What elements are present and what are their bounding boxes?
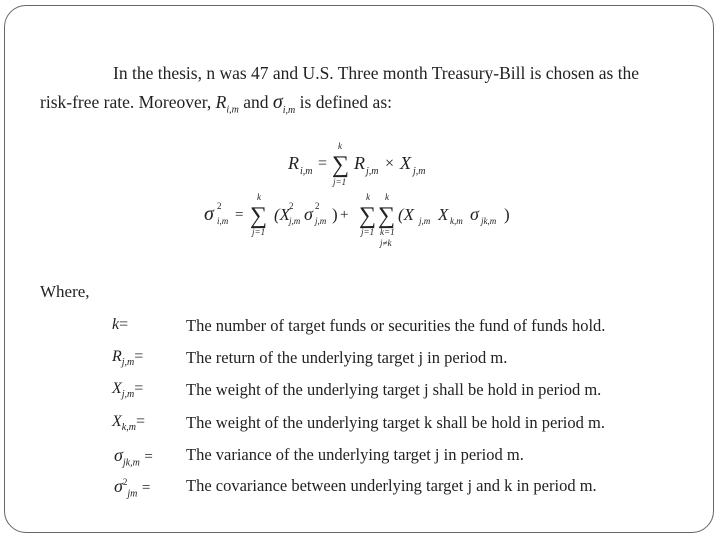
eq2-part2-sub1: j,m: [419, 216, 431, 226]
eq1-sum-top: k: [338, 141, 342, 151]
definition-text: The return of the underlying target j in period m.: [186, 348, 508, 367]
where-label: Where,: [40, 282, 90, 301]
eq2-sum2-top: k: [366, 192, 370, 202]
and-word: and: [243, 92, 269, 112]
eq2-part1b-sub: j,m: [315, 216, 327, 226]
eq1-lhs-sub: i,m: [300, 166, 313, 177]
eq2-sum3-sign: ∑: [378, 203, 396, 229]
eq2-sum1-sign: ∑: [250, 203, 268, 229]
eq1-term1: R: [354, 153, 365, 173]
eq2-equals: =: [235, 207, 244, 223]
eq2-sum3-cond: j≠k: [380, 238, 392, 248]
definition-text: The weight of the underlying target k shall be hold in period m.: [186, 413, 605, 432]
eq2-lhs-sup: 2: [217, 201, 222, 211]
eq2-part1b-sup: 2: [315, 201, 320, 211]
definition-symbol: $X_{j,m}=$: [112, 380, 144, 401]
eq1-lhs: R: [288, 153, 299, 173]
definition-symbol: k=: [112, 316, 129, 333]
eq2-part2-close: ): [504, 205, 510, 224]
definition-row: [0, 348, 720, 378]
eq2-part2-sub3: jk,m: [481, 216, 497, 226]
eq1-sum-sign: ∑: [332, 152, 350, 178]
eq2-sum3-top: k: [385, 192, 389, 202]
eq2-lhs-sub: i,m: [217, 216, 229, 226]
r-symbol: $R_{i,m}$: [215, 92, 239, 116]
eq2-sum1-bottom: j=1: [252, 227, 266, 237]
definition-symbol: $X_{k,m}=$: [112, 413, 145, 434]
definition-row: [0, 445, 720, 475]
definition-row: [0, 476, 720, 506]
sigma-symbol: $\sigma_{i,m}$: [272, 91, 296, 116]
eq2-sum1-top: k: [257, 192, 261, 202]
eq2-part2-open: (X: [398, 205, 415, 224]
definition-row: [0, 316, 720, 346]
definition-text: The weight of the underlying target j shall be hold in period m.: [186, 380, 602, 399]
definition-text: The variance of the underlying target j in period m.: [186, 445, 524, 464]
eq1-term2: X: [400, 153, 411, 173]
eq2-sum2-sign: ∑: [359, 203, 377, 229]
equation-variance: [198, 190, 528, 256]
eq2-part1: (X: [274, 205, 291, 224]
definition-text: The number of target funds or securities the fund of funds hold.: [186, 316, 606, 335]
eq2-part1-sub: j,m: [289, 216, 301, 226]
eq2-part1-sup: 2: [289, 201, 294, 211]
eq2-plus: +: [340, 207, 349, 223]
eq1-sum-bottom: j=1: [333, 177, 347, 187]
intro-line-2: [40, 91, 392, 116]
eq1-times: ×: [385, 155, 395, 172]
equation-return: [270, 138, 460, 190]
definition-row: [0, 413, 720, 443]
eq1-term1-sub: j,m: [366, 166, 379, 177]
eq2-sum2-bottom: j=1: [361, 227, 375, 237]
intro-line-2-prefix: risk-free rate. Moreover,: [40, 92, 212, 112]
intro-line-1-text: In the thesis, n was 47 and U.S. Three month Treasury-Bill is chosen as the: [113, 63, 640, 83]
eq1-equals: =: [318, 155, 328, 172]
definition-row: [0, 380, 720, 410]
eq2-sum3-bottom: k=1: [380, 227, 395, 237]
eq2-part1b: σ: [304, 204, 313, 224]
definition-symbol: $\sigma^2_{jm}$ =: [114, 476, 151, 500]
definition-symbol: $\sigma_{jk,m}$ =: [114, 445, 153, 469]
intro-line-2-suffix: is defined as:: [299, 92, 392, 112]
eq1-term2-sub: j,m: [413, 166, 426, 177]
eq2-part2-sub2: k,m: [450, 216, 463, 226]
definition-text: The covariance between underlying target j and k in period m.: [186, 476, 597, 495]
definition-symbol: $R_{j,m}=$: [112, 348, 144, 369]
eq2-part1-close: ): [332, 205, 338, 224]
eq2-lhs: σ: [204, 203, 214, 225]
eq2-part2-x: X: [438, 205, 449, 224]
eq2-part2-sigma: σ: [470, 204, 479, 224]
intro-line-1: [113, 63, 639, 84]
